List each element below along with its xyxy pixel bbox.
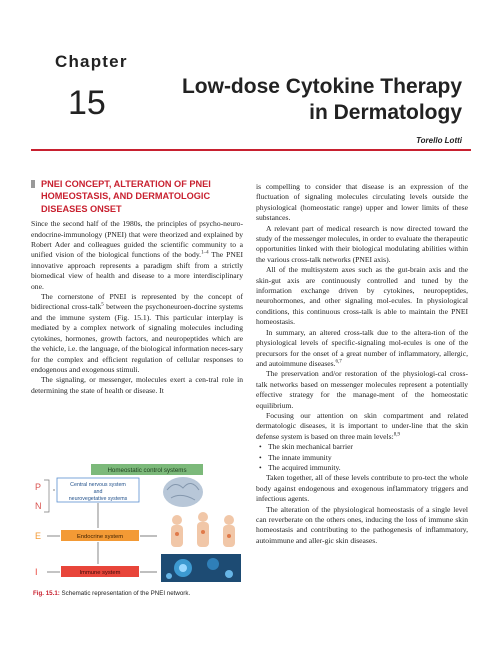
section-heading-line1: PNEI CONCEPT, ALTERATION OF PNEI	[41, 179, 211, 189]
paragraph-text: The PNEI innovative approach represents a paradigm shift from a strictly biomedical view of health and disease to a more interdisciplinary one.	[31, 250, 243, 291]
figure-caption	[33, 590, 245, 597]
left-column	[31, 178, 243, 396]
paragraph: The alteration of the physiological homeostasis of a single level can reverberate on the others ones, inducing the loss of immune skin homeostasis and contributing to the pathogenesis of inflammatory, autoimmune and aller-gic skin diseases.	[256, 504, 468, 545]
letter-e: E	[35, 531, 42, 541]
homeostatic-label: Homeostatic control systems	[107, 467, 187, 474]
paragraph-text: The cornerstone of PNEI is represented by the concept of bidirectional cross-talk	[31, 292, 243, 312]
list-item: • The acquired immunity.	[268, 463, 468, 473]
citation: 5	[101, 302, 104, 308]
paragraph-text: In summary, an altered cross-talk due to the altera-tion of the physiological levels of specific-signaling mol-ecules is one of the precursors for the onset of a great number of inflammatory, allergic, and autoimmune diseases.	[256, 327, 468, 368]
chapter-title-line2: in Dermatology	[309, 101, 462, 124]
heading-bar	[31, 180, 35, 188]
chapter-label: Chapter	[55, 52, 128, 71]
paragraph: The signaling, or messenger, molecules exert a cen-tral role in determining the state of health or disease. It	[31, 375, 243, 395]
letter-n: N	[35, 501, 42, 511]
figure-caption-label: Fig. 15.1:	[33, 590, 60, 597]
citation: 1–4	[201, 250, 209, 256]
brain-illustration	[163, 477, 203, 507]
paragraph: A relevant part of medical research is now directed toward the study of the messenger molecules, in order to evaluate the therapeutic opportunities linked with their biological modulating abilities within the various cross-talk networks (PNEI axis).	[256, 223, 468, 264]
pnei-diagram	[33, 462, 243, 582]
chapter-number: 15	[68, 84, 106, 122]
list-item: • The skin mechanical barrier	[268, 442, 468, 452]
endocrine-label: Endocrine system	[76, 534, 124, 540]
paragraph-text: between the psychoneuroen-docrine systems and the immune system (Fig. 15.1). This particular interplay is mediated by a complex network of signaling molecules including cytokines, hormones, growth factors, and neuropeptides which are the vehicle, i.e. the language, of the biological information neces-sary for the complex and efficient regulation of cellular responses to endogenous and exogenous stimuli.	[31, 302, 243, 374]
header-rule	[31, 149, 471, 151]
letter-i: I	[35, 567, 38, 577]
immune-cells-illustration	[161, 554, 241, 582]
paragraph: All of the multisystem axes such as the gut-brain axis and the skin-gut axis are continuously controlled and tuned by the information exchange driven by cytokines, neuropeptides, neurohormones, and other signaling mol-ecules. In physiological conditions, this continuous cross-talk is able to maintain the PNEI homeostasis.	[256, 265, 468, 327]
bullet-list	[256, 442, 468, 473]
paragraph	[256, 411, 468, 442]
paragraph: is compelling to consider that disease is an expression of the fluctuation of signaling molecules circulating levels outside the physiological (homeostatic range) upper and lower limits of these substances.	[256, 182, 468, 223]
paragraph	[31, 219, 243, 292]
endocrine-figures	[171, 512, 235, 547]
right-column	[256, 182, 468, 546]
pnei-figure	[33, 462, 243, 582]
cns-label-line3: neurovegetative systems	[68, 496, 128, 502]
paragraph-text: Focusing our attention on skin compartment and related dermatologic diseases, it is important to under-line that the skin defense system is based on three main levels:	[256, 410, 468, 441]
cns-label-line1: Central nervous system	[70, 482, 126, 488]
figure-caption-text: Schematic representation of the PNEI network.	[59, 590, 191, 597]
chapter-title-line1: Low-dose Cytokine Therapy	[181, 75, 462, 98]
pn-bracket	[44, 480, 49, 512]
paragraph	[256, 328, 468, 370]
citation: 8,9	[393, 432, 400, 438]
section-heading-line3: DISEASES ONSET	[41, 203, 122, 214]
paragraph: The preservation and/or restoration of the physiologi-cal cross-talk networks based on messenger molecules represent a potentially effective strategy for the manage-ment of the homeostatic equilibrium.	[256, 369, 468, 410]
chapter-title	[182, 74, 462, 126]
paragraph-text: Since the second half of the 1980s, the principles of psycho-neuro-endocrine-immunology (PNEI) that were theorized and explained by Robert Ader and colleagues guided the scientific community to a unified vision of the biological functions of the body.	[31, 219, 243, 260]
citation: 6,7	[335, 359, 342, 365]
letter-p: P	[35, 482, 42, 492]
section-heading	[31, 178, 243, 215]
immune-label: Immune system	[79, 570, 121, 576]
list-item: • The innate immunity	[268, 453, 468, 463]
author-name: Torello Lotti	[416, 136, 462, 145]
paragraph: Taken together, all of these levels contribute to pro-tect the whole body against endogenous and exogenous inflammatory triggers and infectious agents.	[256, 473, 468, 504]
paragraph	[31, 292, 243, 375]
cns-label-line2: and	[93, 489, 103, 495]
section-heading-line2: HOMEOSTASIS, AND DERMATOLOGIC	[41, 191, 211, 202]
